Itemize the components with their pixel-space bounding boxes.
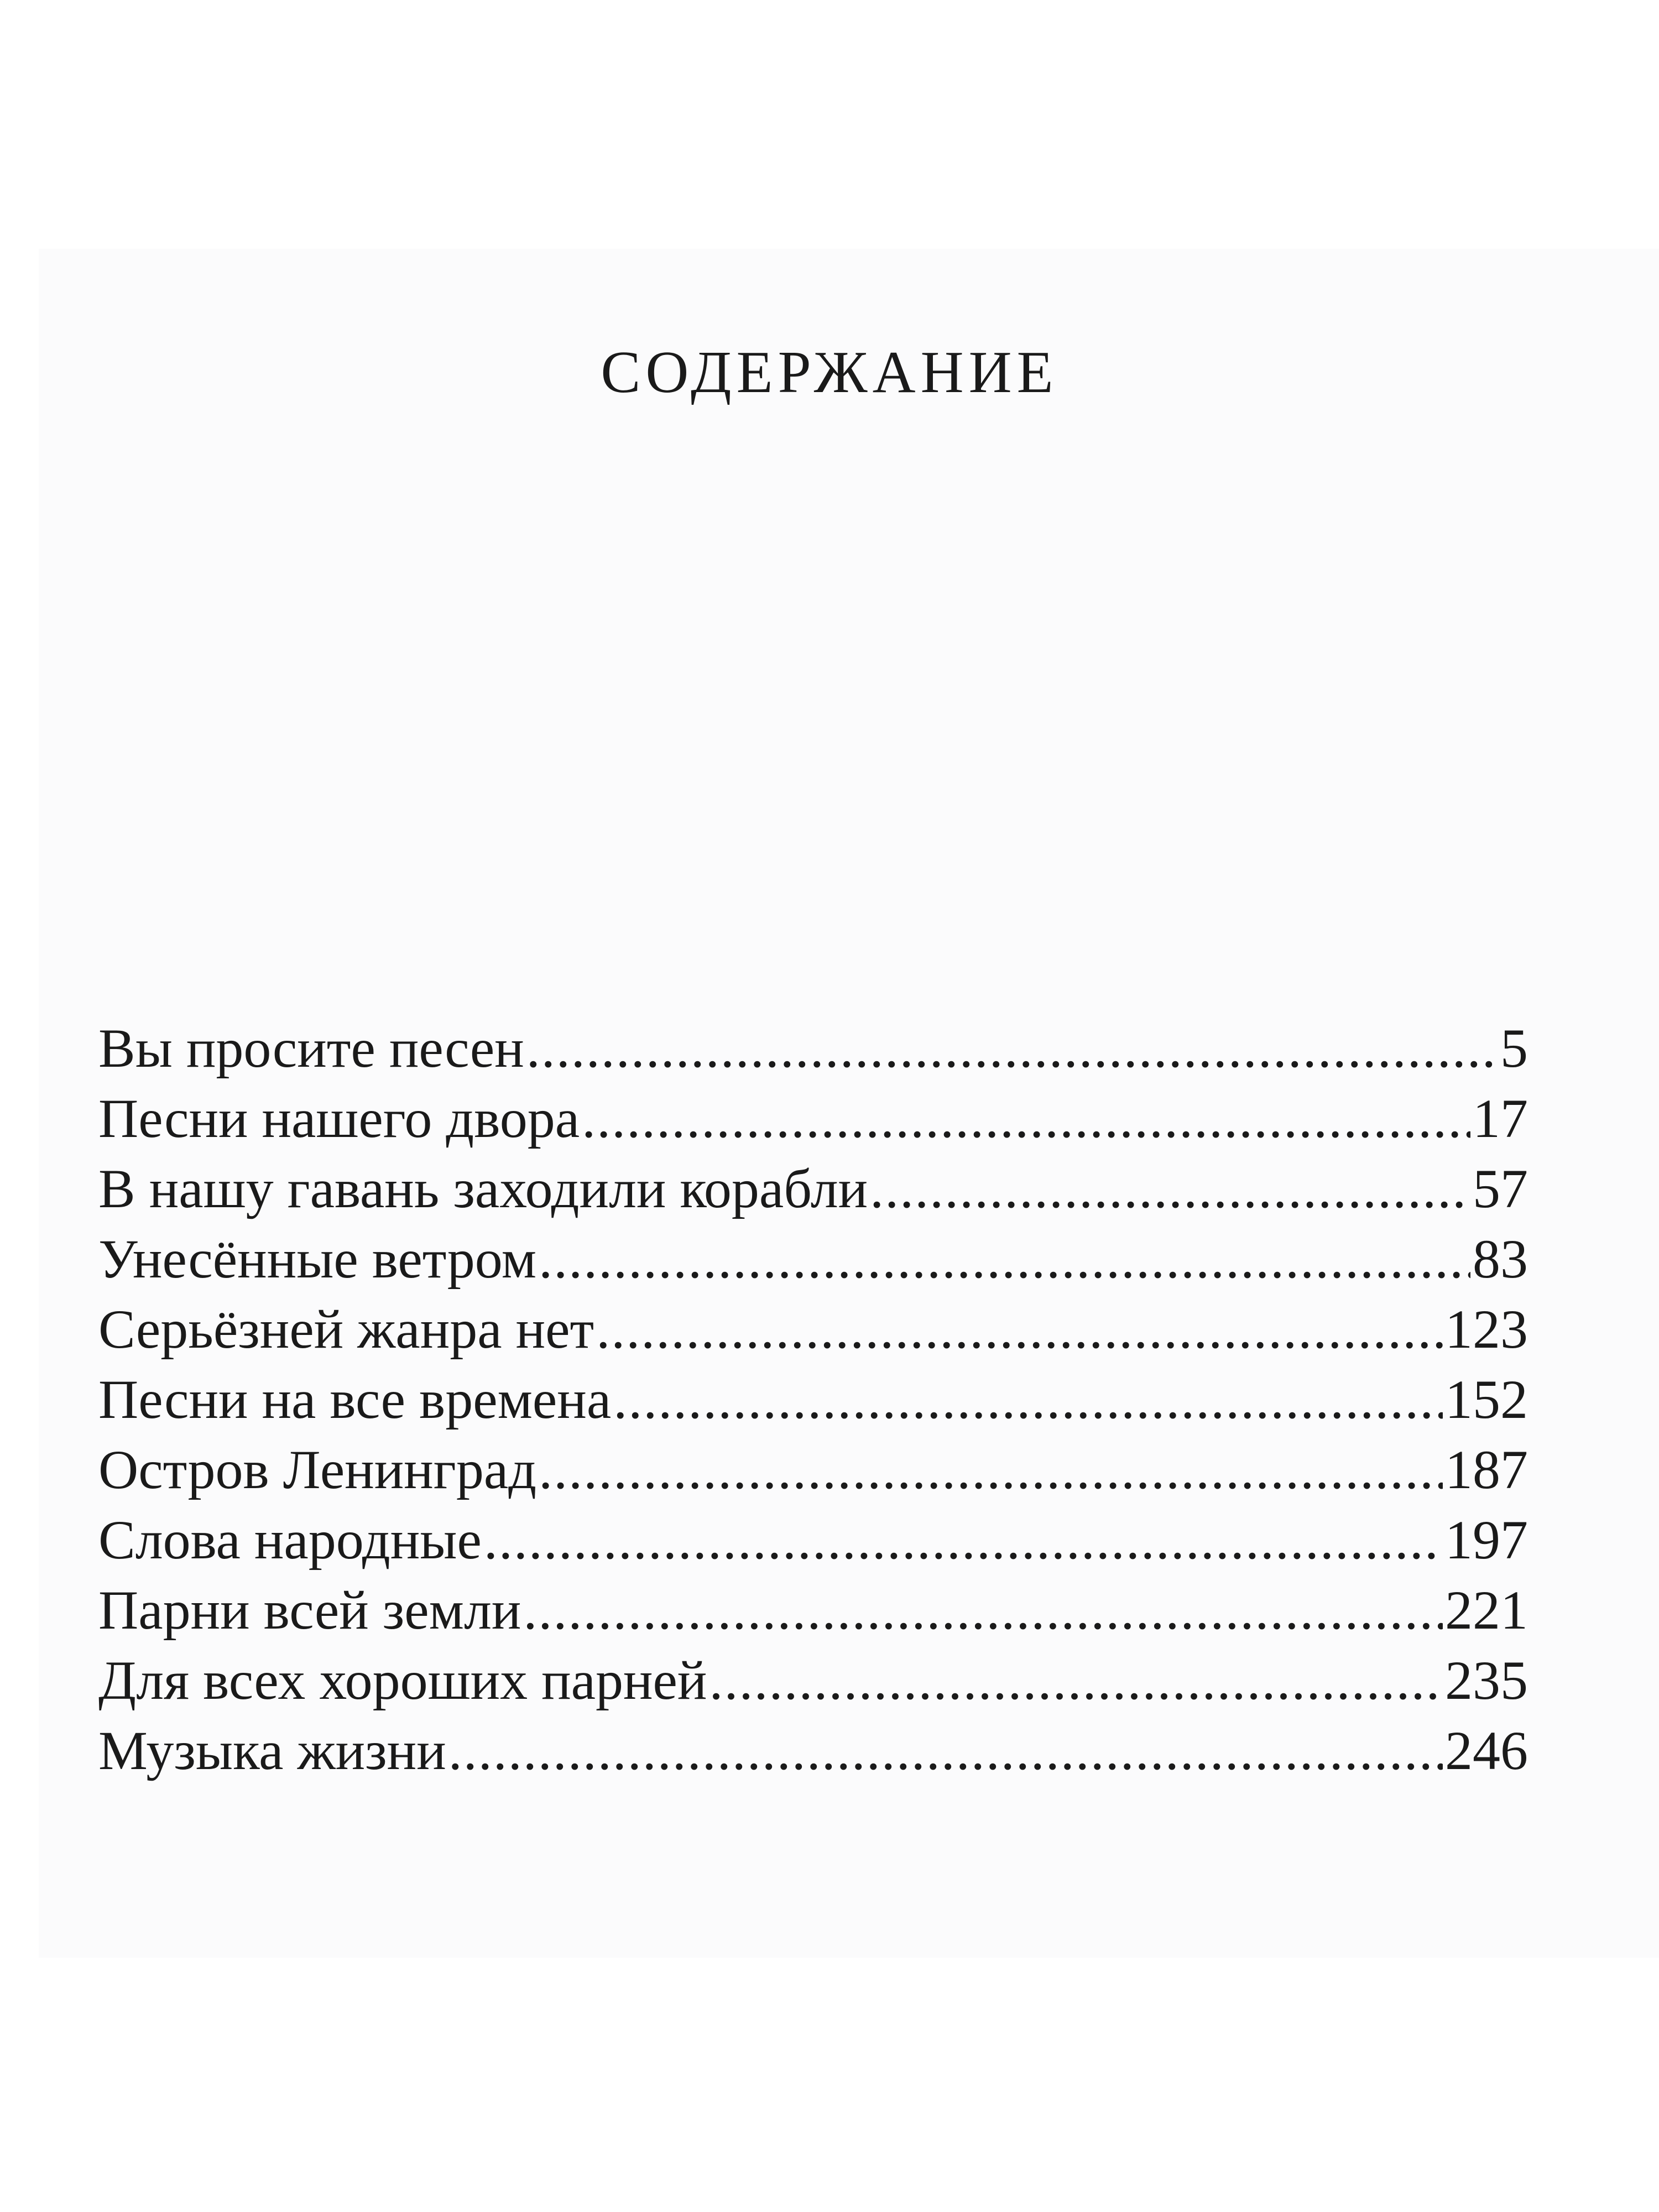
toc-entry-title: В нашу гавань заходили корабли (98, 1158, 868, 1219)
toc-entry-title: Серьёзней жанра нет (98, 1298, 594, 1360)
toc-entry-page: 5 (1500, 1018, 1528, 1079)
toc-entry-page: 246 (1445, 1720, 1528, 1781)
table-of-contents (98, 1013, 1528, 1786)
toc-entry-page: 187 (1445, 1439, 1528, 1500)
toc-entry[interactable] (98, 1645, 1528, 1715)
toc-dot-leader (539, 1434, 1443, 1505)
toc-dot-leader (870, 1154, 1470, 1224)
toc-entry-title: Для всех хороших парней (98, 1650, 707, 1711)
toc-entry-page: 57 (1473, 1158, 1528, 1219)
toc-entry-page: 235 (1445, 1650, 1528, 1711)
toc-entry-page: 17 (1473, 1088, 1528, 1149)
toc-entry[interactable] (98, 1715, 1528, 1786)
toc-entry[interactable] (98, 1364, 1528, 1434)
toc-dot-leader (484, 1505, 1443, 1575)
toc-entry[interactable] (98, 1505, 1528, 1575)
toc-entry-title: Песни нашего двора (98, 1088, 580, 1149)
toc-entry-title: Вы просите песен (98, 1018, 524, 1079)
toc-entry-page: 83 (1473, 1228, 1528, 1290)
toc-entry[interactable] (98, 1224, 1528, 1294)
toc-entry[interactable] (98, 1154, 1528, 1224)
toc-dot-leader (613, 1364, 1443, 1434)
toc-entry-page: 123 (1445, 1298, 1528, 1360)
toc-entry-title: Песни на все времена (98, 1369, 612, 1430)
toc-dot-leader (709, 1645, 1443, 1715)
toc-dot-leader (596, 1294, 1443, 1364)
toc-dot-leader (448, 1715, 1443, 1786)
toc-dot-leader (526, 1013, 1498, 1083)
toc-entry-title: Музыка жизни (98, 1720, 446, 1781)
toc-dot-leader (539, 1224, 1470, 1294)
toc-entry-page: 221 (1445, 1579, 1528, 1641)
toc-entry-title: Остров Ленинград (98, 1439, 537, 1500)
toc-entry-title: Унесённые ветром (98, 1228, 537, 1290)
toc-entry-title: Парни всей земли (98, 1579, 521, 1641)
toc-entry[interactable] (98, 1083, 1528, 1154)
toc-dot-leader (523, 1575, 1443, 1645)
toc-dot-leader (582, 1083, 1470, 1154)
toc-entry[interactable] (98, 1434, 1528, 1505)
toc-entry-page: 197 (1445, 1509, 1528, 1571)
toc-entry-page: 152 (1445, 1369, 1528, 1430)
toc-entry[interactable] (98, 1294, 1528, 1364)
toc-entry-title: Слова народные (98, 1509, 482, 1571)
toc-entry[interactable] (98, 1013, 1528, 1083)
toc-entry[interactable] (98, 1575, 1528, 1645)
page-title: СОДЕРЖАНИЕ (601, 340, 1058, 405)
